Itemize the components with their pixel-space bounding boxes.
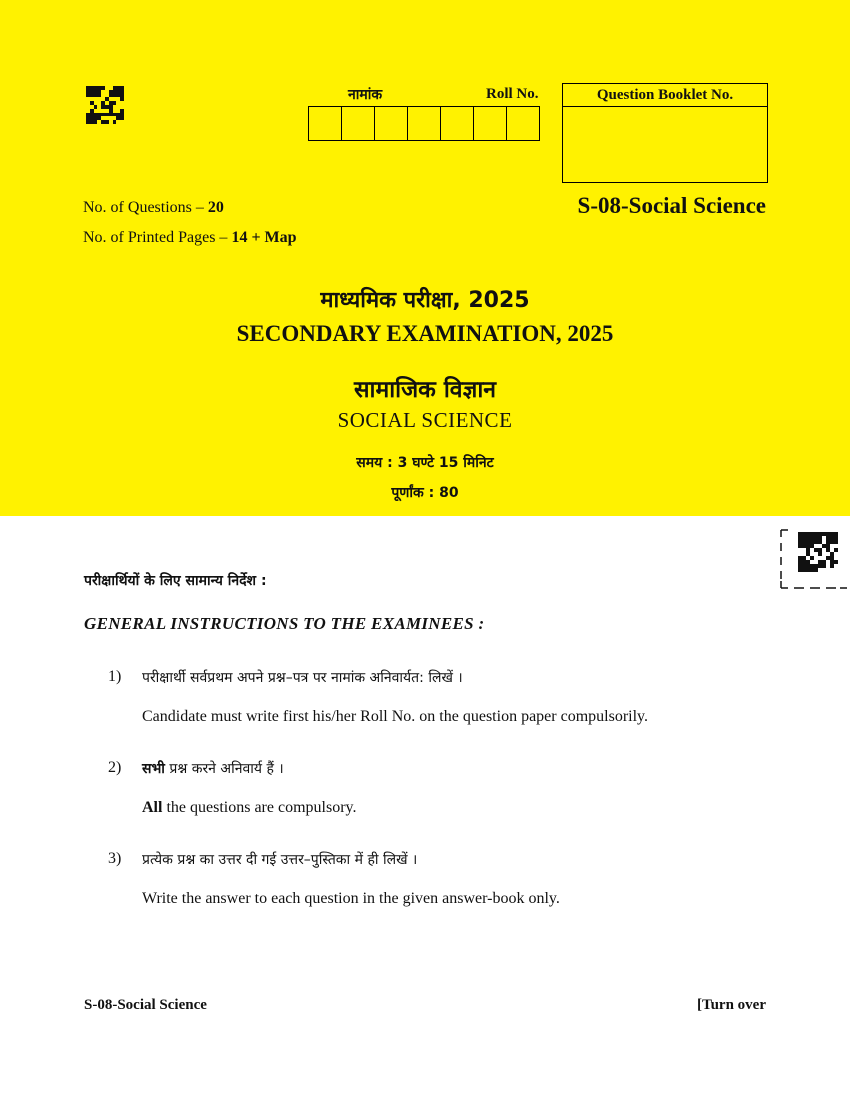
instruction-text-hindi-rest: प्रश्न करने अनिवार्य हैं । <box>164 761 284 777</box>
maximum-marks: पूर्णांक : 80 <box>391 485 459 501</box>
question-booklet-label: Question Booklet No. <box>563 84 767 107</box>
number-of-questions-label: No. of Questions – <box>83 199 204 216</box>
roll-number-label: Roll No. <box>486 86 539 102</box>
turn-over-note: [Turn over <box>696 997 766 1013</box>
instruction-text-rest: the questions are compulsory. <box>162 799 357 816</box>
number-of-questions-value: 20 <box>207 199 224 216</box>
instruction-number: 1) <box>108 668 122 685</box>
instruction-emphasis: All <box>142 799 163 816</box>
instruction-emphasis-hindi: सभी <box>142 761 165 777</box>
printed-pages <box>83 229 297 247</box>
instructions-heading: GENERAL INSTRUCTIONS TO THE EXAMINEES : <box>84 614 485 633</box>
roll-digit-box[interactable] <box>507 107 539 140</box>
roll-digit-box[interactable] <box>441 107 474 140</box>
instruction-text: Write the answer to each question in the given answer-book only. <box>142 890 560 907</box>
printed-pages-label: No. of Printed Pages – <box>83 229 228 246</box>
instructions-heading-hindi: परीक्षार्थियों के लिए सामान्य निर्देश : <box>84 573 267 589</box>
roll-number-boxes[interactable] <box>308 106 540 141</box>
printed-pages-value: 14 + Map <box>231 229 297 246</box>
instruction-text: Candidate must write first his/her Roll No. on the question paper compulsorily. <box>142 708 648 725</box>
instruction-number: 3) <box>108 850 122 867</box>
instruction-text-hindi: परीक्षार्थी सर्वप्रथम अपने प्रश्न–पत्र पर नामांक अनिवार्यत: लिखें । <box>142 670 463 686</box>
roll-digit-box[interactable] <box>342 107 375 140</box>
instruction-text <box>142 799 356 817</box>
instruction-text-hindi <box>142 759 284 778</box>
qr-code-icon <box>798 532 838 572</box>
roll-number-label-hindi: नामांक <box>348 87 383 103</box>
qr-code-icon <box>86 86 124 124</box>
roll-digit-box[interactable] <box>474 107 507 140</box>
roll-digit-box[interactable] <box>309 107 342 140</box>
number-of-questions <box>83 199 224 217</box>
exam-title: SECONDARY EXAMINATION, 2025 <box>236 321 614 346</box>
instruction-number: 2) <box>108 759 122 776</box>
roll-digit-box[interactable] <box>408 107 441 140</box>
cover-header-background <box>0 0 850 516</box>
subject-title: SOCIAL SCIENCE <box>337 408 513 432</box>
footer-paper-code: S-08-Social Science <box>84 997 207 1013</box>
instruction-text-hindi: प्रत्येक प्रश्न का उत्तर दी गई उत्तर–पुस्तिका में ही लिखें । <box>142 852 418 868</box>
subject-title-hindi: सामाजिक विज्ञान <box>353 377 497 403</box>
question-booklet-box[interactable] <box>562 83 768 183</box>
exam-duration: समय : 3 घण्टे 15 मिनिट <box>356 455 494 471</box>
exam-title-hindi: माध्यमिक परीक्षा, 2025 <box>320 288 530 313</box>
roll-digit-box[interactable] <box>375 107 408 140</box>
paper-code: S-08-Social Science <box>577 193 766 218</box>
